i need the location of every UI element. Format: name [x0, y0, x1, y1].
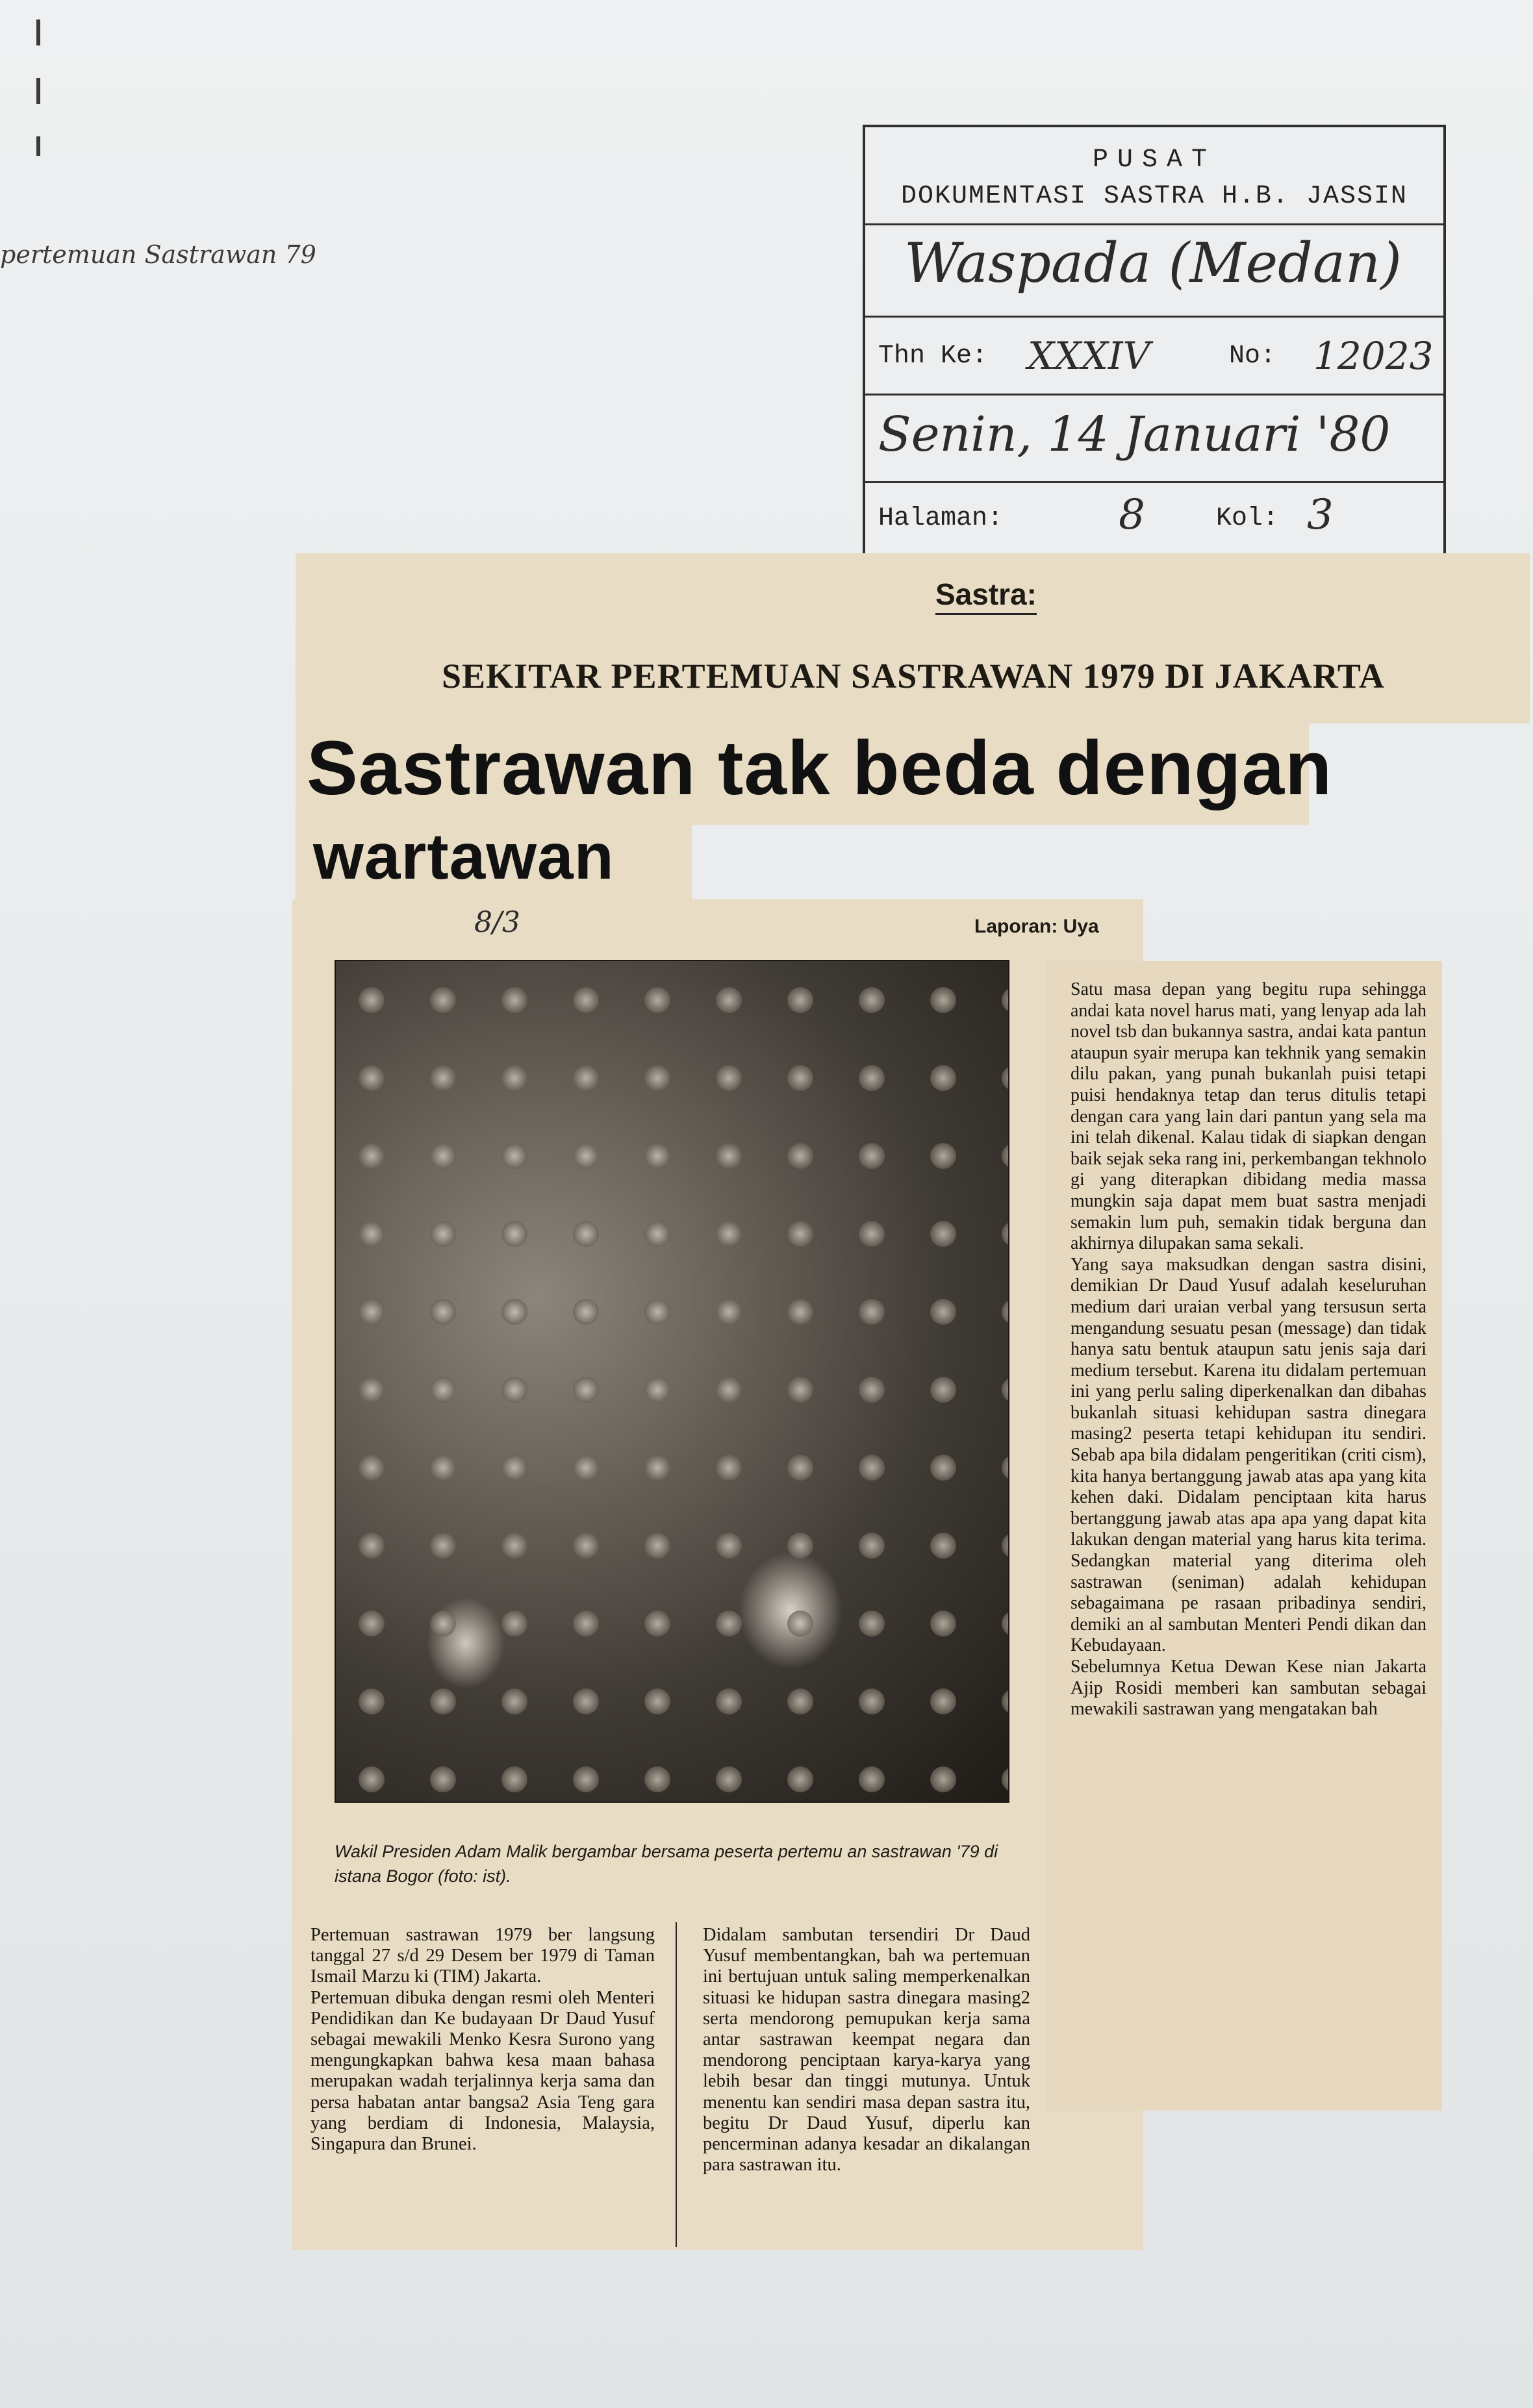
article-column-3: Satu masa depan yang begitu rupa sehingga andai kata novel harus mati, yang lenyap ada lah novel tsb dan bukannya sastra, andai kata pantun ataupun syair merupa kan tekhnik yang semakin dilu pakan, yang punah bukanlah puisi tetapi puisi hendaknya tetap dan terus ditulis tetapi dengan cara yang lain dari pantun yang sela ma ini telah dikenal. Kalau tidak di siapkan dengan baik sejak seka rang ini, perkembangan tekhnolo gi yang diterapkan dibidang media massa mungkin saja dapat mem buat sastra menjadi semakin lum puh, semakin tidak berguna dan akhirnya dilupakan sama sekali. Yang saya maksudkan dengan sastra disini, demikian Dr Daud Yusuf adalah keseluruhan medium dari uraian verbal yang tersusun serta mengandung sesuatu pesan (message) dan tidak hanya satu bentuk ataupun satu jenis saja dari medium tersebut. Karena itu didalam pertemuan ini yang perlu saling diperkenalkan dan dibahas bukanlah situasi kehidupan sastra dinegara masing2 peserta tetapi kehidupan itu sendiri. Sebab apa bila didalam pengeritikan (criti cism), kita hanya bertanggung jawab atas apa yang kita kehen daki. Didalam penciptaan kita harus bertanggung jawab atas apa apa yang dapat kita lakukan dengan material yang harus kita terima. Sedangkan material yang diterima oleh sastrawan (seniman) adalah kehidupan sebagaimana pe rasaan pribadinya sendiri, demiki an al sambutan Menteri Pendi dikan dan Kebudayaan. Sebelumnya Ketua Dewan Kese nian Jakarta Ajip Rosidi memberi kan sambutan sebagai mewakili sastrawan yang mengatakan bah — [1071, 979, 1426, 1720]
stamp-divider — [865, 223, 1443, 225]
stamp-date: Senin, 14 Januari '80 — [878, 407, 1391, 462]
stamp-number-value: 12023 — [1313, 334, 1434, 378]
article-column-2: Didalam sambutan tersendiri Dr Daud Yusuf membentangkan, bah wa pertemuan ini bertujuan untuk saling memperkenalkan situasi ke hidupan sastra dinegara masing2 serta mendorong pemupukan kerja sama antar sastrawan keempat negara dan mendorong penciptaan karya-karya yang lebih besar dan tinggi mutunya. Untuk menentu kan sendiri masa depan sastra itu, begitu Dr Daud Yusuf, diperlu kan pencerminan adanya kesadar an dikalangan para sastrawan itu. — [703, 1925, 1030, 2176]
stamp-divider — [865, 316, 1443, 318]
handwritten-photo-note: 8/3 — [474, 906, 520, 939]
article-byline: Laporan: Uya — [974, 916, 1099, 937]
binder-mark — [36, 78, 40, 104]
article-column-1: Pertemuan sastrawan 1979 ber langsung tanggal 27 s/d 29 Desem ber 1979 di Taman Ismail Marzu ki (TIM) Jakarta. Pertemuan dibuka dengan resmi oleh Menteri Pendidikan dan Ke budayaan Dr Daud Yusuf sebagai mewakili Menko Kesra Surono yang mengungkapkan bahwa kesa maan bahasa merupakan wadah terjalinnya kerja sama dan persa habatan antar bangsa2 Asia Teng gara yang berdiam di Indonesia, Malaysia, Singapura dan Brunei. — [310, 1925, 655, 2155]
section-rubric: Sastra: — [935, 577, 1037, 615]
clipping-header-strip — [296, 553, 1530, 723]
binder-mark — [36, 136, 40, 156]
documentation-stamp — [863, 125, 1446, 558]
column-rule — [676, 1922, 677, 2247]
stamp-newspaper-name: Waspada (Medan) — [904, 231, 1402, 295]
headline-line-2: wartawan — [313, 820, 614, 893]
handwritten-margin-note: pertemuan Sastrawan 79 — [0, 240, 316, 269]
headline-line-1: Sastrawan tak beda dengan — [307, 725, 1333, 811]
article-kicker: SEKITAR PERTEMUAN SASTRAWAN 1979 DI JAKARTA — [442, 657, 1385, 696]
stamp-year-value: XXXIV — [1028, 334, 1150, 378]
photo-caption: Wakil Presiden Adam Malik bergambar bersama peserta pertemu an sastrawan '79 di istana Bogor (foto: ist). — [335, 1842, 998, 1886]
stamp-title-line1: PUSAT — [1092, 145, 1217, 175]
stamp-column-value: 3 — [1307, 491, 1334, 539]
stamp-title-line2: DOKUMENTASI SASTRA H.B. JASSIN — [900, 182, 1408, 211]
stamp-divider — [865, 481, 1443, 483]
stamp-page-value: 8 — [1119, 491, 1145, 539]
stamp-page-label: Halaman: — [878, 504, 1004, 533]
stamp-year-label: Thn Ke: — [878, 342, 988, 371]
group-photo — [335, 960, 1009, 1803]
photo-crowd-texture — [336, 961, 1008, 1801]
binder-mark — [36, 19, 40, 45]
stamp-number-label: No: — [1229, 342, 1276, 371]
stamp-divider — [865, 394, 1443, 395]
stamp-column-label: Kol: — [1216, 504, 1279, 533]
